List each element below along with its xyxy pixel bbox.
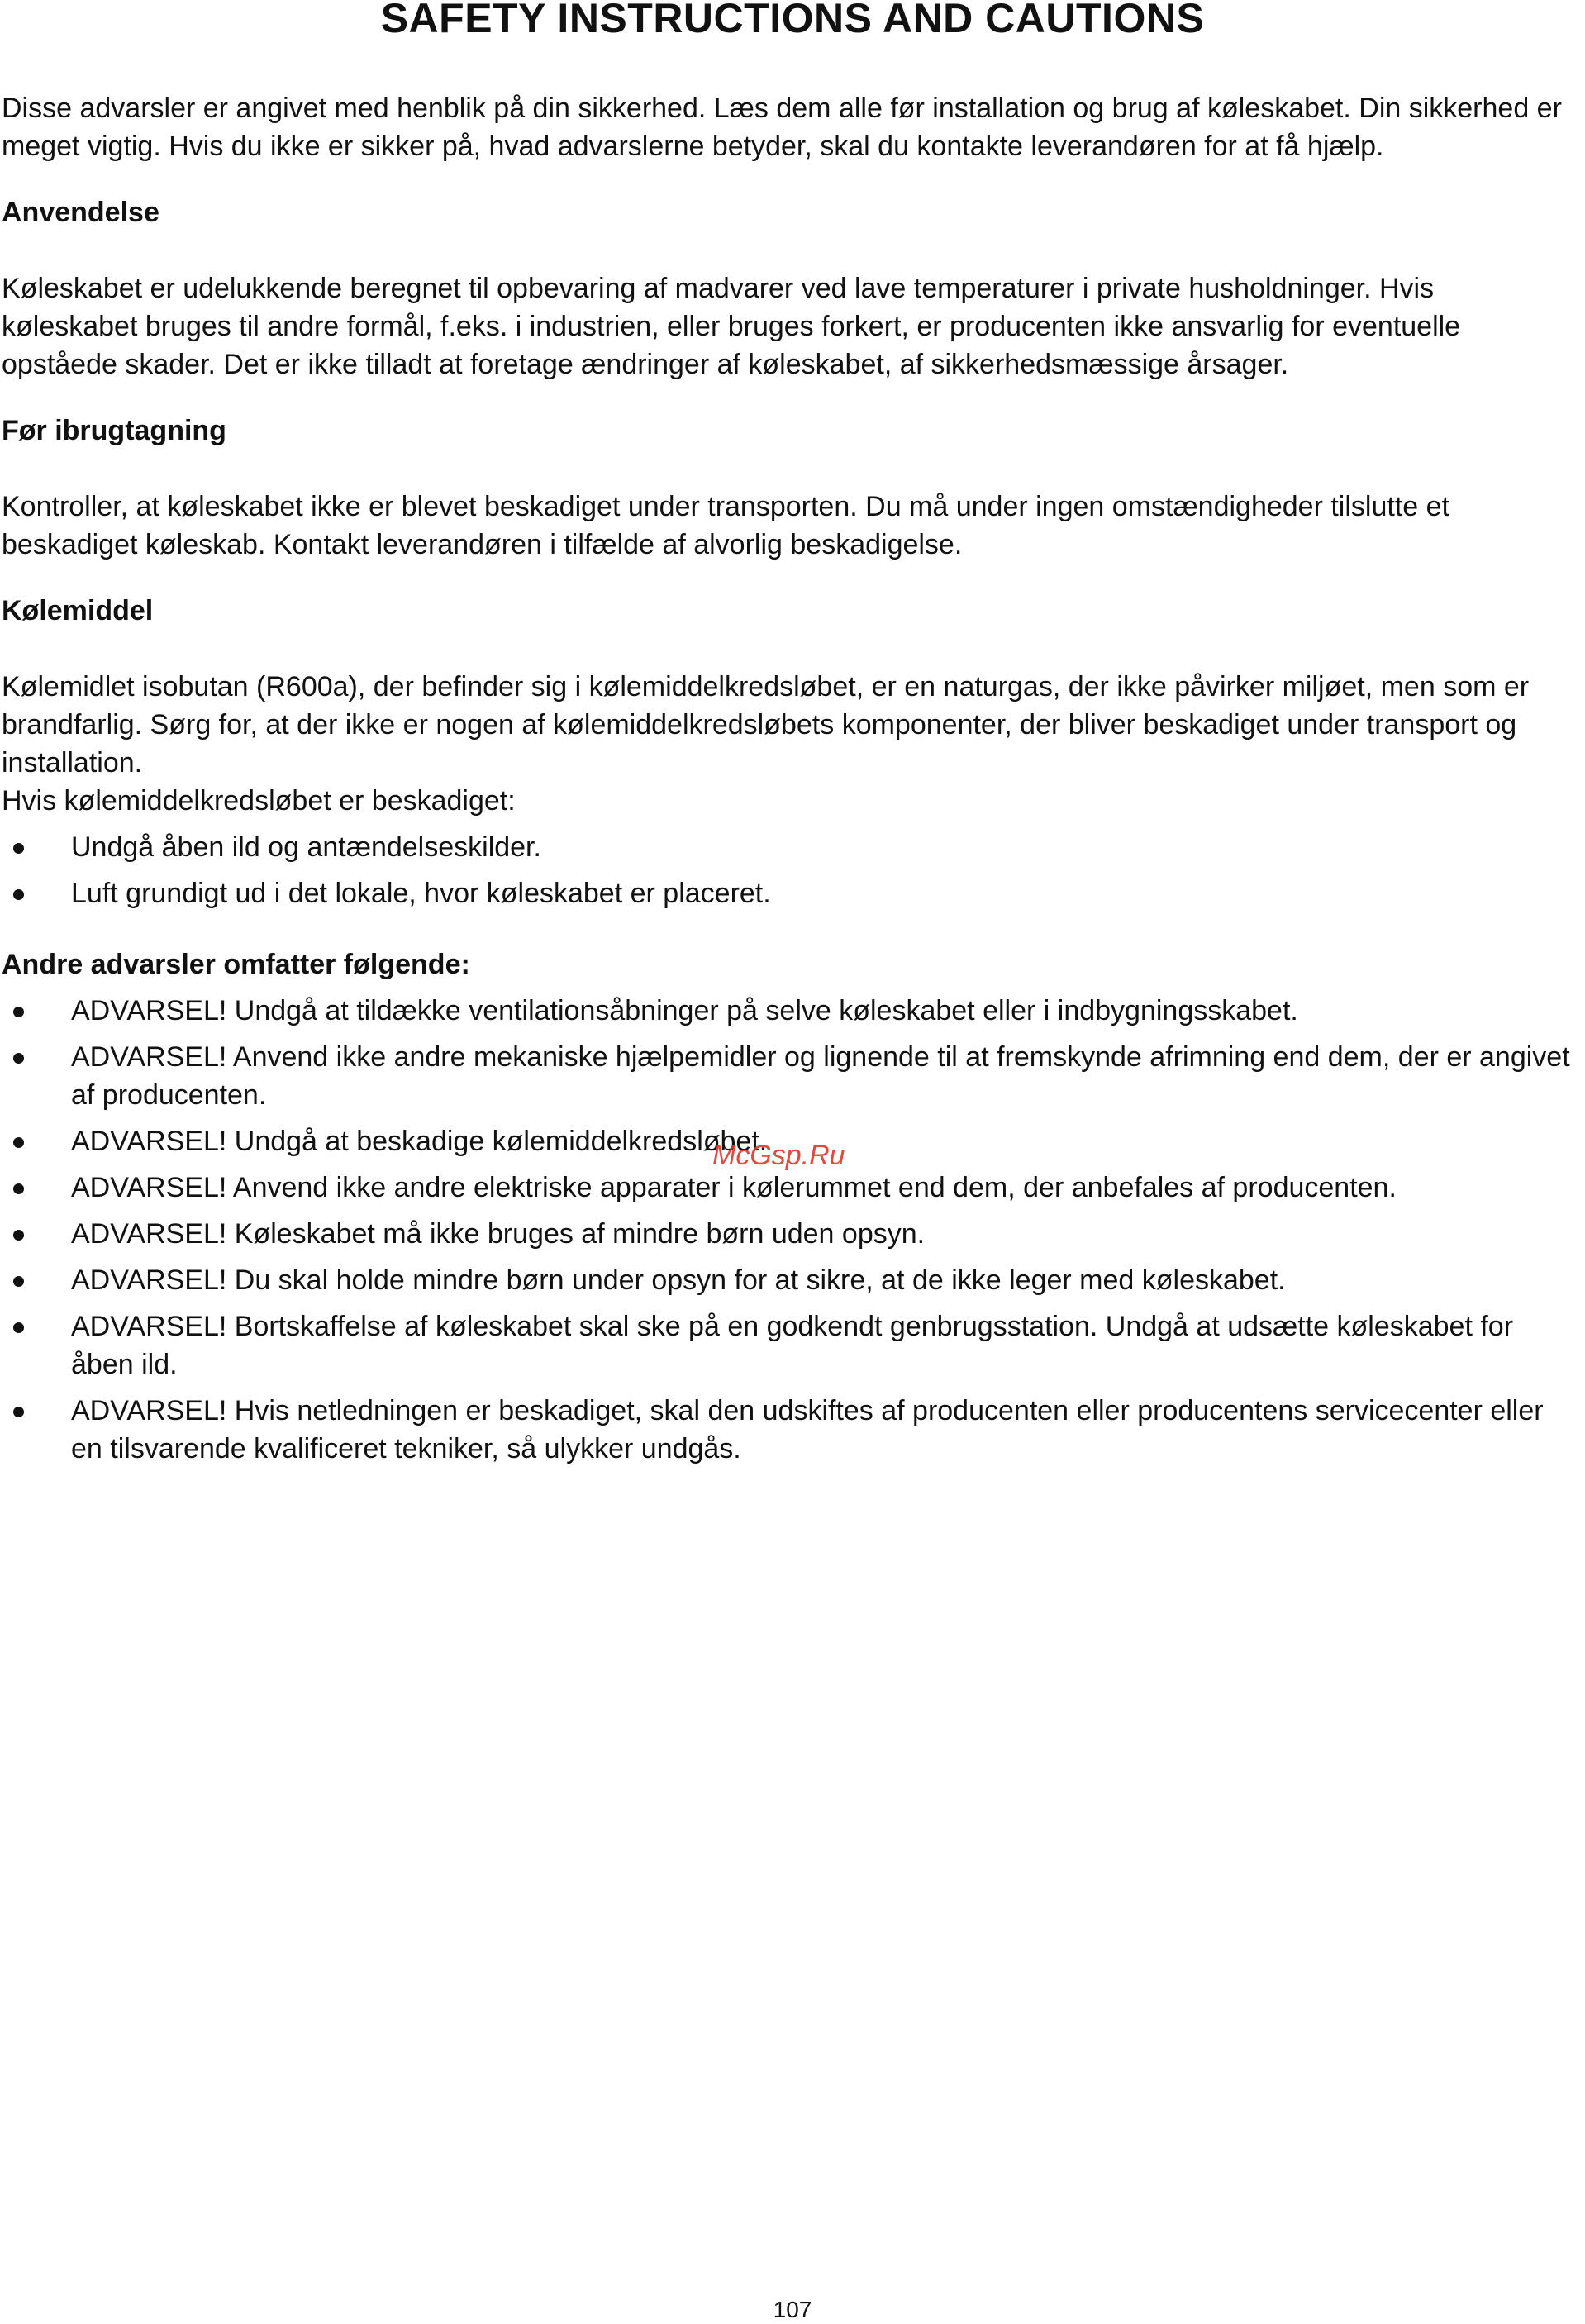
section-heading-andre-advarsler: Andre advarsler omfatter følgende: xyxy=(2,949,470,980)
warnings-bullet-list xyxy=(2,992,1572,1468)
list-item xyxy=(2,1261,1572,1299)
bullet-icon xyxy=(13,843,24,854)
page-title: SAFETY INSTRUCTIONS AND CAUTIONS xyxy=(380,0,1205,41)
koelemiddel-bullet-list xyxy=(2,828,1572,912)
bullet-icon xyxy=(13,1053,24,1064)
list-item xyxy=(2,874,1572,912)
section-subtext-koelemiddel: Hvis kølemiddelkredsløbet er beskadiget: xyxy=(2,785,516,817)
list-item-text: ADVARSEL! Køleskabet må ikke bruges af mindre børn uden opsyn. xyxy=(71,1218,926,1250)
list-item-text: ADVARSEL! Hvis netledningen er beskadiget, skal den udskiftes af producenten eller producentens servicecenter eller en tilsvarende kvalificeret tekniker, så ulykker undgås. xyxy=(71,1395,1544,1464)
list-item xyxy=(2,992,1572,1030)
list-item-text: ADVARSEL! Undgå at tildække ventilationsåbninger på selve køleskabet eller i indbygningsskabet. xyxy=(71,995,1298,1026)
bullet-icon xyxy=(13,1183,24,1194)
list-item-text: ADVARSEL! Bortskaffelse af køleskabet skal ske på en godkendt genbrugsstation. Undgå at udsætte køleskabet for åben ild. xyxy=(71,1311,1514,1380)
intro-paragraph: Disse advarsler er angivet med henblik på din sikkerhed. Læs dem alle før installation og brug af køleskabet. Din sikkerhed er meget vigtig. Hvis du ikke er sikker på, hvad advarslerne betyder, skal du kontakte leverandøren for at få hjælp. xyxy=(2,93,1562,162)
list-item xyxy=(2,1169,1572,1207)
bullet-icon xyxy=(13,1007,24,1017)
list-item-text: ADVARSEL! Undgå at beskadige kølemiddelkredsløbet. xyxy=(71,1126,768,1157)
bullet-icon xyxy=(13,1230,24,1241)
bullet-icon xyxy=(13,1137,24,1148)
list-item-text: ADVARSEL! Anvend ikke andre mekaniske hjælpemidler og lignende til at fremskynde afrimning end dem, der er angivet af producenten. xyxy=(71,1041,1570,1111)
list-item-text: Luft grundigt ud i det lokale, hvor køleskabet er placeret. xyxy=(71,878,771,909)
list-item xyxy=(2,1215,1572,1253)
list-item xyxy=(2,1038,1572,1114)
document-body xyxy=(2,89,1572,1476)
section-text-anvendelse: Køleskabet er udelukkende beregnet til opbevaring af madvarer ved lave temperaturer i private husholdninger. Hvis køleskabet bruges til andre formål, f.eks. i industrien, eller bruges forkert, er producenten ikke ansvarlig for eventuelle opståede skader. Det er ikke tilladt at foretage ændringer af køleskabet, af sikkerhedsmæssige årsager. xyxy=(2,273,1461,380)
section-text-koelemiddel: Kølemidlet isobutan (R600a), der befinder sig i kølemiddelkredsløbet, er en naturgas, der ikke påvirker miljøet, men som er brandfarlig. Sørg for, at der ikke er nogen af kølemiddelkredsløbets komponenter, der bliver beskadiget under transport og installation. xyxy=(2,671,1530,779)
list-item xyxy=(2,1392,1572,1468)
list-item-text: ADVARSEL! Anvend ikke andre elektriske apparater i kølerummet end dem, der anbefales af producenten. xyxy=(71,1172,1397,1203)
bullet-icon xyxy=(13,1407,24,1417)
list-item-text: ADVARSEL! Du skal holde mindre børn under opsyn for at sikre, at de ikke leger med køleskabet. xyxy=(71,1264,1286,1296)
watermark: McGsp.Ru xyxy=(712,1140,845,1171)
bullet-icon xyxy=(13,1322,24,1333)
section-heading-anvendelse: Anvendelse xyxy=(2,197,159,228)
list-item xyxy=(2,1307,1572,1383)
bullet-icon xyxy=(13,889,24,900)
list-item xyxy=(2,828,1572,866)
spacer xyxy=(2,921,1572,945)
section-heading-foer-ibrugtagning: Før ibrugtagning xyxy=(2,415,226,446)
list-item-text: Undgå åben ild og antændelseskilder. xyxy=(71,831,541,863)
bullet-icon xyxy=(13,1276,24,1287)
section-heading-koelemiddel: Kølemiddel xyxy=(2,595,154,626)
section-text-foer-ibrugtagning: Kontroller, at køleskabet ikke er blevet beskadiget under transporten. Du må under ingen omstændigheder tilslutte et beskadiget køleskab. Kontakt leverandøren i tilfælde af alvorlig beskadigelse. xyxy=(2,491,1449,560)
page-number: 107 xyxy=(773,2297,812,2322)
